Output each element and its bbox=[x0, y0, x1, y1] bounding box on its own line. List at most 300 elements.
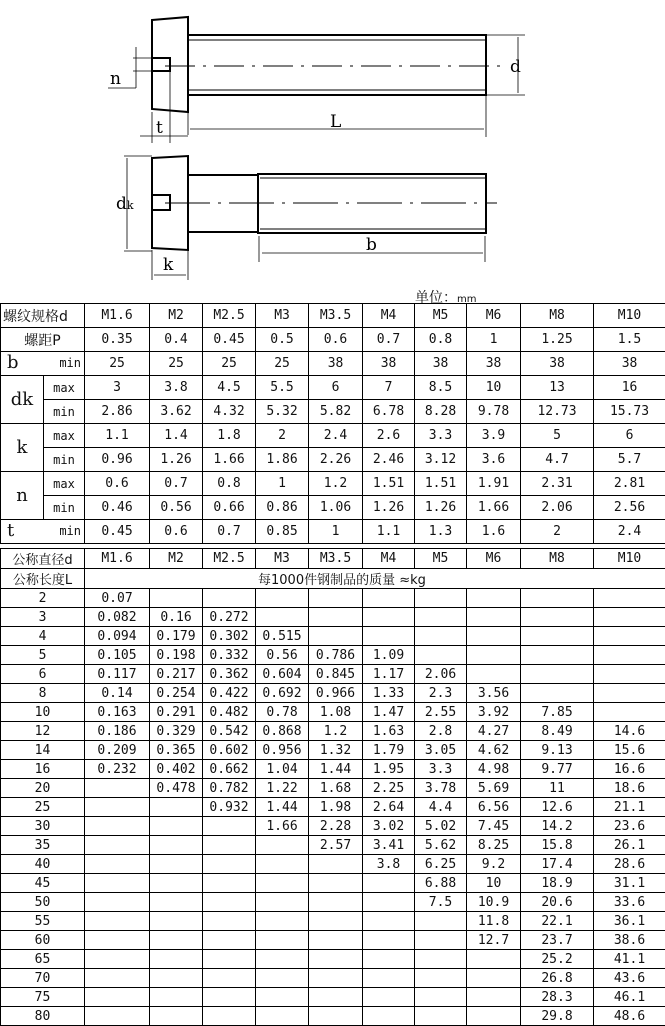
mass-cell: 1.47 bbox=[363, 703, 415, 722]
table-row-k-min: min 0.96 1.26 1.66 1.86 2.26 2.46 3.12 3.6 4.7 5.7 bbox=[1, 448, 665, 472]
mass-cell: 5.69 bbox=[467, 779, 521, 798]
length-cell: 4 bbox=[1, 627, 85, 646]
label-L: L bbox=[330, 112, 342, 132]
unit-label: 单位：mm bbox=[415, 290, 477, 306]
mass-cell: 0.14 bbox=[85, 684, 150, 703]
mass-cell bbox=[203, 836, 256, 855]
mass-cell bbox=[150, 874, 203, 893]
mass-cell bbox=[415, 608, 467, 627]
table-row-thread-size: 螺纹规格d M1.6 M2 M2.5 M3 M3.5 M4 M5 M6 M8 M10 bbox=[1, 304, 665, 328]
mass-cell bbox=[309, 874, 363, 893]
pitch-label: 螺距P bbox=[1, 328, 85, 352]
mass-cell bbox=[363, 893, 415, 912]
length-cell: 16 bbox=[1, 760, 85, 779]
mass-cell bbox=[415, 646, 467, 665]
mass-cell: 0.291 bbox=[150, 703, 203, 722]
length-cell: 6 bbox=[1, 665, 85, 684]
table-row bbox=[1, 969, 665, 988]
mass-cell: 0.186 bbox=[85, 722, 150, 741]
mass-cell bbox=[85, 817, 150, 836]
table-row-b-min: b min 25 25 25 25 38 38 38 38 38 38 bbox=[1, 352, 665, 376]
mass-cell: 9.77 bbox=[521, 760, 594, 779]
mass-cell bbox=[467, 589, 521, 608]
mass-cell bbox=[150, 589, 203, 608]
mass-cell: 1.04 bbox=[256, 760, 309, 779]
mass-cell: 0.105 bbox=[85, 646, 150, 665]
mass-cell: 21.1 bbox=[594, 798, 665, 817]
mass-cell bbox=[150, 988, 203, 1007]
mass-cell bbox=[150, 798, 203, 817]
k-symbol: k bbox=[1, 424, 44, 472]
mass-cell: 28.6 bbox=[594, 855, 665, 874]
mass-cell: 6.56 bbox=[467, 798, 521, 817]
mass-cell: 0.07 bbox=[85, 589, 150, 608]
mass-cell: 0.478 bbox=[150, 779, 203, 798]
mass-cell: 20.6 bbox=[521, 893, 594, 912]
mass-cell: 7.85 bbox=[521, 703, 594, 722]
table-row bbox=[1, 589, 665, 608]
mass-cell: 0.604 bbox=[256, 665, 309, 684]
mass-cell bbox=[415, 931, 467, 950]
mass-cell bbox=[309, 855, 363, 874]
mass-cell: 12.7 bbox=[467, 931, 521, 950]
mass-title: 每1000件钢制品的质量 ≈kg bbox=[85, 569, 665, 589]
mass-cell: 7.5 bbox=[415, 893, 467, 912]
mass-cell: 1.17 bbox=[363, 665, 415, 684]
mass-cell bbox=[467, 646, 521, 665]
mass-cell bbox=[150, 836, 203, 855]
mass-header-row: 公称直径d M1.6 M2 M2.5 M3 M3.5 M4 M5 M6 M8 M10 bbox=[1, 549, 665, 569]
mass-cell bbox=[203, 817, 256, 836]
length-cell: 50 bbox=[1, 893, 85, 912]
mass-cell bbox=[415, 988, 467, 1007]
mass-cell bbox=[150, 817, 203, 836]
mass-cell: 2.55 bbox=[415, 703, 467, 722]
mass-cell bbox=[309, 627, 363, 646]
mass-cell: 18.9 bbox=[521, 874, 594, 893]
mass-cell bbox=[256, 988, 309, 1007]
mass-cell: 25.2 bbox=[521, 950, 594, 969]
mass-cell: 0.329 bbox=[150, 722, 203, 741]
length-cell: 70 bbox=[1, 969, 85, 988]
mass-cell bbox=[150, 950, 203, 969]
table-row-n-max: n max 0.6 0.7 0.8 1 1.2 1.51 1.51 1.91 2.31 2.81 bbox=[1, 472, 665, 496]
b-label-cell: b min bbox=[1, 352, 85, 376]
label-n: n bbox=[110, 69, 121, 89]
mass-cell: 0.932 bbox=[203, 798, 256, 817]
mass-cell: 33.6 bbox=[594, 893, 665, 912]
mass-cell bbox=[415, 950, 467, 969]
mass-cell bbox=[467, 969, 521, 988]
mass-cell bbox=[415, 912, 467, 931]
length-cell: 30 bbox=[1, 817, 85, 836]
label-dk: dk bbox=[116, 194, 134, 214]
mass-cell: 3.56 bbox=[467, 684, 521, 703]
mass-cell: 0.179 bbox=[150, 627, 203, 646]
table-row-pitch: 螺距P 0.35 0.4 0.45 0.5 0.6 0.7 0.8 1 1.25 1.5 bbox=[1, 328, 665, 352]
mass-cell: 1.98 bbox=[309, 798, 363, 817]
mass-cell bbox=[256, 893, 309, 912]
mass-cell: 0.217 bbox=[150, 665, 203, 684]
mass-cell: 3.41 bbox=[363, 836, 415, 855]
table-row bbox=[1, 931, 665, 950]
length-cell: 80 bbox=[1, 1007, 85, 1026]
mass-title-row bbox=[1, 569, 665, 589]
table-row-k-max: k max 1.1 1.4 1.8 2 2.4 2.6 3.3 3.9 5 6 bbox=[1, 424, 665, 448]
table-row bbox=[1, 893, 665, 912]
mass-cell: 36.1 bbox=[594, 912, 665, 931]
table-row-dk-max: dk max 3 3.8 4.5 5.5 6 7 8.5 10 13 16 bbox=[1, 376, 665, 400]
mass-cell: 38.6 bbox=[594, 931, 665, 950]
mass-cell bbox=[85, 893, 150, 912]
nominal-diameter-label: 公称直径d bbox=[1, 549, 85, 569]
top-view-shank bbox=[188, 35, 486, 95]
mass-cell bbox=[467, 608, 521, 627]
mass-cell bbox=[203, 988, 256, 1007]
mass-cell bbox=[363, 912, 415, 931]
mass-cell: 28.3 bbox=[521, 988, 594, 1007]
table-row bbox=[1, 646, 665, 665]
mass-cell bbox=[85, 779, 150, 798]
mass-cell: 0.163 bbox=[85, 703, 150, 722]
mass-cell bbox=[309, 969, 363, 988]
mass-cell bbox=[150, 969, 203, 988]
mass-cell: 0.602 bbox=[203, 741, 256, 760]
mass-cell bbox=[85, 912, 150, 931]
table-row bbox=[1, 608, 665, 627]
length-cell: 12 bbox=[1, 722, 85, 741]
table-row bbox=[1, 988, 665, 1007]
mass-cell: 3.8 bbox=[363, 855, 415, 874]
mass-cell bbox=[85, 988, 150, 1007]
mass-cell: 11 bbox=[521, 779, 594, 798]
length-cell: 25 bbox=[1, 798, 85, 817]
length-cell: 65 bbox=[1, 950, 85, 969]
mass-cell bbox=[309, 589, 363, 608]
mass-cell bbox=[521, 589, 594, 608]
mass-cell bbox=[467, 950, 521, 969]
mass-cell bbox=[363, 931, 415, 950]
t-label-cell: t min bbox=[1, 520, 85, 544]
mass-cell: 4.62 bbox=[467, 741, 521, 760]
mass-cell bbox=[85, 836, 150, 855]
table-row bbox=[1, 950, 665, 969]
mass-cell: 3.78 bbox=[415, 779, 467, 798]
mass-cell bbox=[363, 988, 415, 1007]
mass-cell: 1.09 bbox=[363, 646, 415, 665]
mass-cell: 0.232 bbox=[85, 760, 150, 779]
table-row bbox=[1, 836, 665, 855]
mass-cell bbox=[521, 665, 594, 684]
mass-cell: 3.92 bbox=[467, 703, 521, 722]
table-row bbox=[1, 703, 665, 722]
mass-cell: 6.88 bbox=[415, 874, 467, 893]
mass-cell: 23.6 bbox=[594, 817, 665, 836]
mass-cell bbox=[203, 1007, 256, 1026]
length-cell: 5 bbox=[1, 646, 85, 665]
table-row-t-min: t min 0.45 0.6 0.7 0.85 1 1.1 1.3 1.6 2 2.4 bbox=[1, 520, 665, 544]
mass-cell bbox=[309, 912, 363, 931]
mass-cell: 0.254 bbox=[150, 684, 203, 703]
mass-cell bbox=[85, 950, 150, 969]
mass-cell: 26.1 bbox=[594, 836, 665, 855]
length-cell: 14 bbox=[1, 741, 85, 760]
table-row bbox=[1, 627, 665, 646]
length-cell: 3 bbox=[1, 608, 85, 627]
mass-cell bbox=[363, 969, 415, 988]
mass-cell bbox=[256, 874, 309, 893]
mass-cell bbox=[256, 855, 309, 874]
mass-cell: 11.8 bbox=[467, 912, 521, 931]
mass-cell bbox=[150, 1007, 203, 1026]
mass-cell: 18.6 bbox=[594, 779, 665, 798]
mass-cell bbox=[467, 1007, 521, 1026]
mass-cell: 2.57 bbox=[309, 836, 363, 855]
mass-cell: 22.1 bbox=[521, 912, 594, 931]
mass-cell: 2.28 bbox=[309, 817, 363, 836]
mass-cell: 0.56 bbox=[256, 646, 309, 665]
mass-cell: 5.02 bbox=[415, 817, 467, 836]
mass-cell: 0.845 bbox=[309, 665, 363, 684]
mass-cell: 0.117 bbox=[85, 665, 150, 684]
label-k: k bbox=[163, 255, 174, 275]
mass-cell: 3.02 bbox=[363, 817, 415, 836]
mass-cell: 0.402 bbox=[150, 760, 203, 779]
mass-cell bbox=[203, 589, 256, 608]
mass-cell bbox=[594, 608, 665, 627]
mass-cell bbox=[203, 874, 256, 893]
mass-cell: 2.25 bbox=[363, 779, 415, 798]
mass-cell bbox=[521, 627, 594, 646]
mass-cell: 41.1 bbox=[594, 950, 665, 969]
mass-cell: 1.68 bbox=[309, 779, 363, 798]
mass-cell bbox=[85, 969, 150, 988]
mass-cell: 0.662 bbox=[203, 760, 256, 779]
mass-cell bbox=[415, 969, 467, 988]
mass-cell: 1.44 bbox=[309, 760, 363, 779]
mass-cell: 0.482 bbox=[203, 703, 256, 722]
mass-cell: 8.49 bbox=[521, 722, 594, 741]
mass-cell bbox=[150, 912, 203, 931]
mass-cell: 15.6 bbox=[594, 741, 665, 760]
mass-cell bbox=[256, 836, 309, 855]
mass-cell: 7.45 bbox=[467, 817, 521, 836]
length-cell: 60 bbox=[1, 931, 85, 950]
mass-cell: 0.094 bbox=[85, 627, 150, 646]
mass-cell bbox=[309, 988, 363, 1007]
mass-cell: 8.25 bbox=[467, 836, 521, 855]
mass-cell: 0.692 bbox=[256, 684, 309, 703]
mass-cell bbox=[594, 627, 665, 646]
table-row bbox=[1, 760, 665, 779]
mass-cell bbox=[594, 703, 665, 722]
mass-cell bbox=[256, 969, 309, 988]
mass-cell: 4.4 bbox=[415, 798, 467, 817]
mass-cell: 4.27 bbox=[467, 722, 521, 741]
mass-cell: 0.302 bbox=[203, 627, 256, 646]
length-cell: 55 bbox=[1, 912, 85, 931]
table-row bbox=[1, 722, 665, 741]
mass-cell bbox=[521, 646, 594, 665]
mass-cell bbox=[85, 874, 150, 893]
mass-cell: 6.25 bbox=[415, 855, 467, 874]
mass-cell: 14.6 bbox=[594, 722, 665, 741]
mass-cell: 1.2 bbox=[309, 722, 363, 741]
mass-cell bbox=[203, 969, 256, 988]
mass-cell: 1.33 bbox=[363, 684, 415, 703]
mass-cell: 43.6 bbox=[594, 969, 665, 988]
mass-cell: 0.782 bbox=[203, 779, 256, 798]
mass-cell bbox=[256, 912, 309, 931]
mass-cell bbox=[467, 988, 521, 1007]
length-cell: 35 bbox=[1, 836, 85, 855]
mass-cell bbox=[309, 1007, 363, 1026]
mass-cell: 1.22 bbox=[256, 779, 309, 798]
dimension-table bbox=[0, 303, 665, 544]
mass-cell: 2.8 bbox=[415, 722, 467, 741]
length-cell: 2 bbox=[1, 589, 85, 608]
mass-cell bbox=[415, 1007, 467, 1026]
mass-cell bbox=[594, 646, 665, 665]
mass-cell: 2.06 bbox=[415, 665, 467, 684]
mass-cell: 0.365 bbox=[150, 741, 203, 760]
mass-cell: 0.868 bbox=[256, 722, 309, 741]
mass-cell: 2.3 bbox=[415, 684, 467, 703]
mass-cell: 1.66 bbox=[256, 817, 309, 836]
mass-cell: 0.082 bbox=[85, 608, 150, 627]
mass-cell bbox=[309, 950, 363, 969]
table-row bbox=[1, 912, 665, 931]
table-row bbox=[1, 741, 665, 760]
mass-cell bbox=[309, 931, 363, 950]
mass-cell: 4.98 bbox=[467, 760, 521, 779]
mass-cell: 46.1 bbox=[594, 988, 665, 1007]
mass-cell: 0.515 bbox=[256, 627, 309, 646]
mass-cell: 0.78 bbox=[256, 703, 309, 722]
table-row-dk-min: min 2.86 3.62 4.32 5.32 5.82 6.78 8.28 9.78 12.73 15.73 bbox=[1, 400, 665, 424]
table-row bbox=[1, 779, 665, 798]
mass-cell bbox=[467, 665, 521, 684]
mass-cell bbox=[256, 931, 309, 950]
mass-table-body bbox=[1, 589, 665, 1026]
mass-cell bbox=[256, 1007, 309, 1026]
mass-cell: 15.8 bbox=[521, 836, 594, 855]
mass-cell: 0.16 bbox=[150, 608, 203, 627]
mass-cell bbox=[256, 589, 309, 608]
mass-cell: 0.332 bbox=[203, 646, 256, 665]
mass-cell bbox=[594, 589, 665, 608]
mass-cell: 3.3 bbox=[415, 760, 467, 779]
mass-cell bbox=[85, 931, 150, 950]
mass-cell bbox=[85, 1007, 150, 1026]
table-row bbox=[1, 817, 665, 836]
table-row-n-min: min 0.46 0.56 0.66 0.86 1.06 1.26 1.26 1.66 2.06 2.56 bbox=[1, 496, 665, 520]
mass-cell: 3.05 bbox=[415, 741, 467, 760]
mass-cell bbox=[309, 608, 363, 627]
mass-cell bbox=[203, 950, 256, 969]
mass-cell bbox=[363, 589, 415, 608]
mass-cell: 0.198 bbox=[150, 646, 203, 665]
mass-cell: 1.44 bbox=[256, 798, 309, 817]
mass-cell bbox=[363, 950, 415, 969]
mass-cell: 26.8 bbox=[521, 969, 594, 988]
table-row bbox=[1, 855, 665, 874]
mass-cell bbox=[363, 1007, 415, 1026]
mass-cell bbox=[594, 684, 665, 703]
length-cell: 10 bbox=[1, 703, 85, 722]
mass-cell bbox=[363, 608, 415, 627]
mass-cell bbox=[363, 874, 415, 893]
mass-cell: 9.2 bbox=[467, 855, 521, 874]
mass-cell: 0.362 bbox=[203, 665, 256, 684]
mass-cell: 31.1 bbox=[594, 874, 665, 893]
table-row bbox=[1, 1007, 665, 1026]
mass-table bbox=[0, 548, 665, 1026]
mass-cell bbox=[203, 855, 256, 874]
mass-cell: 0.209 bbox=[85, 741, 150, 760]
dk-symbol: dk bbox=[1, 376, 44, 424]
mass-cell bbox=[521, 608, 594, 627]
mass-cell: 0.956 bbox=[256, 741, 309, 760]
length-cell: 20 bbox=[1, 779, 85, 798]
screw-technical-drawing bbox=[0, 0, 665, 290]
mass-cell: 1.32 bbox=[309, 741, 363, 760]
mass-cell: 10 bbox=[467, 874, 521, 893]
mass-cell: 17.4 bbox=[521, 855, 594, 874]
mass-cell: 1.63 bbox=[363, 722, 415, 741]
mass-cell: 1.79 bbox=[363, 741, 415, 760]
mass-cell bbox=[203, 931, 256, 950]
length-cell: 8 bbox=[1, 684, 85, 703]
mass-cell: 10.9 bbox=[467, 893, 521, 912]
mass-cell bbox=[415, 589, 467, 608]
mass-cell bbox=[203, 893, 256, 912]
mass-cell bbox=[256, 950, 309, 969]
mass-cell: 0.272 bbox=[203, 608, 256, 627]
mass-cell bbox=[150, 855, 203, 874]
mass-cell: 0.542 bbox=[203, 722, 256, 741]
thread-size-label: 螺纹规格d bbox=[1, 304, 85, 328]
mass-cell bbox=[594, 665, 665, 684]
mass-cell: 0.786 bbox=[309, 646, 363, 665]
mass-cell bbox=[467, 627, 521, 646]
mass-cell: 1.08 bbox=[309, 703, 363, 722]
nominal-length-label: 公称长度L bbox=[1, 569, 85, 589]
mass-cell: 9.13 bbox=[521, 741, 594, 760]
label-t: t bbox=[156, 118, 163, 138]
mass-cell: 1.95 bbox=[363, 760, 415, 779]
mass-cell: 29.8 bbox=[521, 1007, 594, 1026]
mass-cell: 14.2 bbox=[521, 817, 594, 836]
mass-cell: 23.7 bbox=[521, 931, 594, 950]
length-cell: 45 bbox=[1, 874, 85, 893]
mass-cell: 16.6 bbox=[594, 760, 665, 779]
length-cell: 40 bbox=[1, 855, 85, 874]
mass-cell bbox=[521, 684, 594, 703]
mass-cell bbox=[150, 893, 203, 912]
mass-cell: 5.62 bbox=[415, 836, 467, 855]
mass-cell bbox=[309, 893, 363, 912]
mass-cell bbox=[256, 608, 309, 627]
mass-cell: 48.6 bbox=[594, 1007, 665, 1026]
mass-cell: 12.6 bbox=[521, 798, 594, 817]
mass-cell bbox=[363, 627, 415, 646]
mass-cell: 0.966 bbox=[309, 684, 363, 703]
table-row bbox=[1, 665, 665, 684]
label-b: b bbox=[366, 235, 377, 255]
table-row bbox=[1, 684, 665, 703]
mass-cell: 0.422 bbox=[203, 684, 256, 703]
